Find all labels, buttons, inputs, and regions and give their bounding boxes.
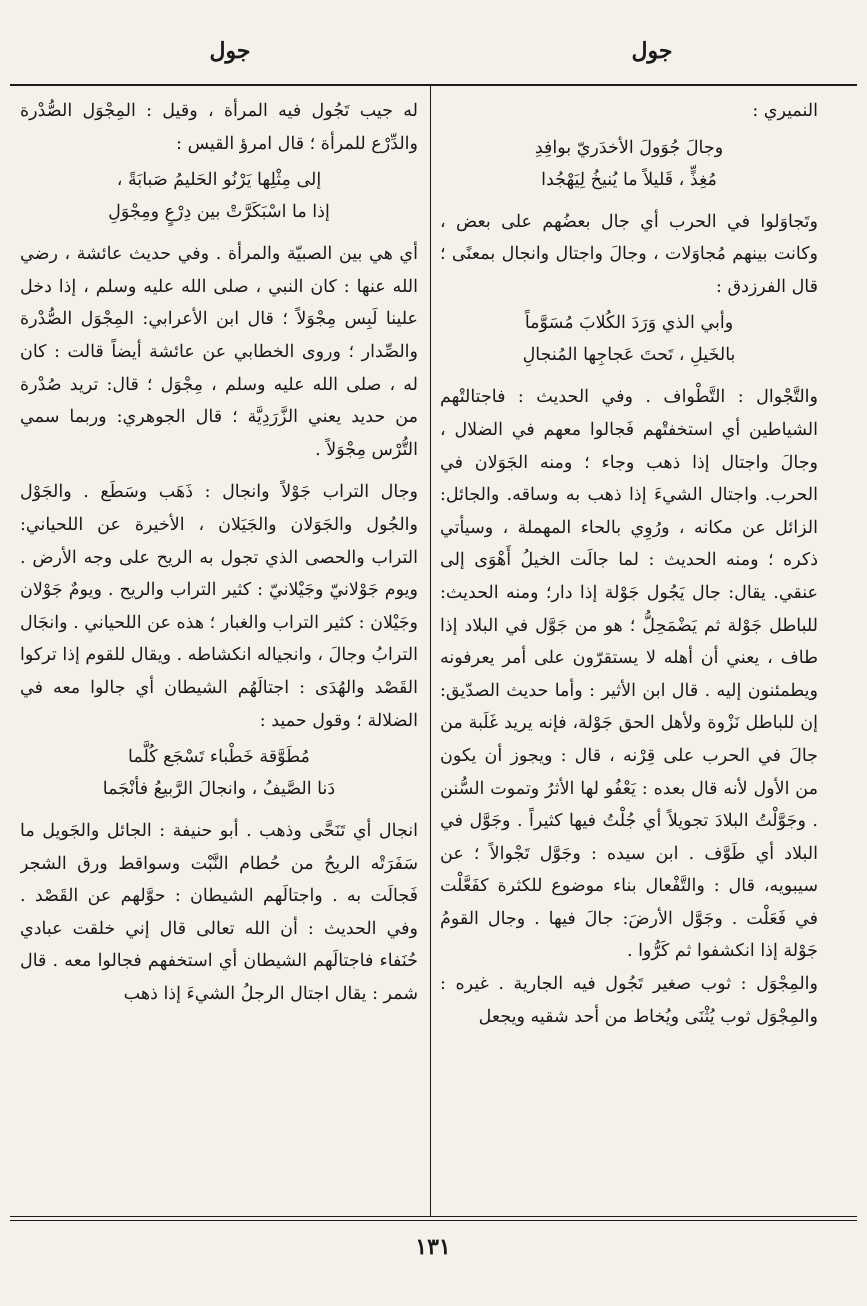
right-column	[440, 95, 818, 1210]
verse-line: إلى مِثْلِها يَرْنُو الحَليمُ صَبابَةً ،	[116, 170, 322, 191]
paragraph: وجال التراب جَوْلاً وانجال : ذَهَب وسَطَع . والجَوْل والجُول والجَوَلان والجَيَلان ، الأخيرة عن اللحياني: التراب والحصى الذي تجول به الريح على وجه الأرض . ويوم جَوْلانيّ وجَيْلانيّ : كثير التراب والريح . ويومٌ جَوْلان وجَيْلان : كثير التراب والغبار ؛ هذه عن اللحياني . وانجَال الترابُ وجالَ ، وانجياله انكشاطه . ويقال للقوم إذا تركوا القَصْد والهُدَى : اجتالَهُم الشيطان أي جالوا معه في الضلالة ؛ وقول حميد :	[20, 482, 418, 731]
verse-line: مُغِذٍّ ، قَليلاً ما يُنيخُ لِيَهْجُدا	[541, 169, 717, 190]
column-divider	[430, 86, 431, 1216]
footer-rule	[10, 1216, 857, 1217]
header-rule	[10, 84, 857, 86]
paragraph: والمِجْوَل : ثوب صغير تَجُول فيه الجارية . غيره : والمِجْوَل ثوب يُثْنَى ويُخاط من أحد شقيه ويجعل	[440, 974, 818, 1027]
left-column	[20, 95, 418, 1210]
verse-line: وأبي الذي وَرَدَ الكُلابَ مُسَوَّماً	[524, 313, 734, 334]
page-number: ١٣١	[415, 1234, 451, 1260]
verse-line: مُطَوَّقة خَطْباء تَسْجَع كُلَّما	[128, 747, 310, 768]
verse-line: بالخَيلِ ، تَحتَ عَجاجِها المُنجالِ	[522, 345, 736, 366]
running-header-right: جول	[631, 38, 673, 64]
paragraph: انجال أي تَنَحَّى وذهب . أبو حنيفة : الجائل والجَويل ما سَفَرَتْه الريحُ من حُطام النَّبْت وسواقط ورق الشجر فَجالَت به . واجتالَهم الشيطان : حوَّلهم عن القَصْد . وفي الحديث : أن الله تعالى قال إني خلقت عبادي حُنَفاء فاجتالَهم الشيطان أي استخفهم فجالوا معه . قال شمر : يقال اجتال الرجلُ الشيءَ إذا ذهب	[20, 821, 418, 1005]
paragraph: والتَّجْوال : التَّطْواف . وفي الحديث : فاجتالتْهم الشياطين أي استخفتْهم فَجالوا معهم في الضلال ، وجالَ واجتال إذا ذهب وجاء ؛ ومنه الجَوَلان في الحرب. واجتال الشيءَ إذا ذهب به وساقه. والجائل: الزائل عن مكانه ، ورُوِي بالحاء المهملة ، وسيأتي ذكره ؛ ومنه الحديث : لما جالَت الخيلُ أَهْوَى إلى عنقي. يقال: جال يَجُول جَوْلة إذا دار؛ ومنه الحديث: للباطل جَوْلة ثم يَضْمَحِلُّ ؛ هو من جَوَّل في البلاد إذا طاف ، يعني أن أهله لا يستقرّون على أمر يعرفونه ويطمئنون إليه . قال ابن الأثير : وأما حديث الصدّيق: إن للباطل نَزْوة ولأهل الحق جَوْلة، فإنه يريد غَلَبة من جالَ في الحرب على قِرْنه ، قال : ويجوز أن يكون من الأول لأنه قال بعده : يَعْفُو لها الأثرُ وتموت السُّنن . وجَوَّلْتُ البلادَ تجويلاً أي جُلْتُ فيها كثيراً . وجَوَّل في البلاد أي طَوَّف . ابن سيده : وجَوَّل تَجْوالاً ؛ عن سيبويه، قال : والتَّفْعال بناء موضوع للكثرة كفَعَّلْت في فَعَلْت . وجَوَّل الأرضَ: جالَ فيها . وجال القومُ جَوْلة إذا انكشفوا ثم كَرُّوا .	[440, 387, 818, 962]
text-line: النميري :	[752, 101, 818, 121]
verse-line: وجالَ جُوَولَ الأخدَريّ بوافِدِ	[534, 137, 724, 158]
paragraph: وتَجاوَلوا في الحرب أي جال بعضُهم على بعض ، وكانت بينهم مُجاوَلات ، وجالَ واجتال وانجال بمعنًى ؛ قال الفرزدق :	[440, 211, 818, 297]
paragraph: له جيب تَجُول فيه المرأة ، وقيل : المِجْوَل الصُّدْرة والدِّرْع للمرأة ؛ قال امرؤ القيس :	[20, 101, 418, 154]
paragraph: أي هي بين الصبيّة والمرأة . وفي حديث عائشة ، رضي الله عنها : كان النبي ، صلى الله عليه وسلم ، إذا دخل علينا لَبِس مِجْوَلاً ؛ قال ابن الأعرابي: المِجْوَل الصُّدْرة والصِّدار ؛ وروى الخطابي عن عائشة أيضاً قالت : كان له ، صلى الله عليه وسلم ، مِجْوَل ؛ قال: تريد صُدْرة من حديد يعني الزَّرَدِيَّة ؛ قال الجوهري: وربما سمي التُّرْس مِجْوَلاً .	[20, 244, 418, 460]
footer-rule-double	[10, 1220, 857, 1221]
verse-line: إذا ما اسْبَكَرَّتْ بين دِرْعٍ ومِجْوَلِ	[108, 202, 330, 223]
running-header-left: جول	[209, 38, 251, 64]
verse-line: دَنا الصَّيفُ ، وانجالَ الرَّبيعُ فأنْجَما	[102, 779, 336, 800]
